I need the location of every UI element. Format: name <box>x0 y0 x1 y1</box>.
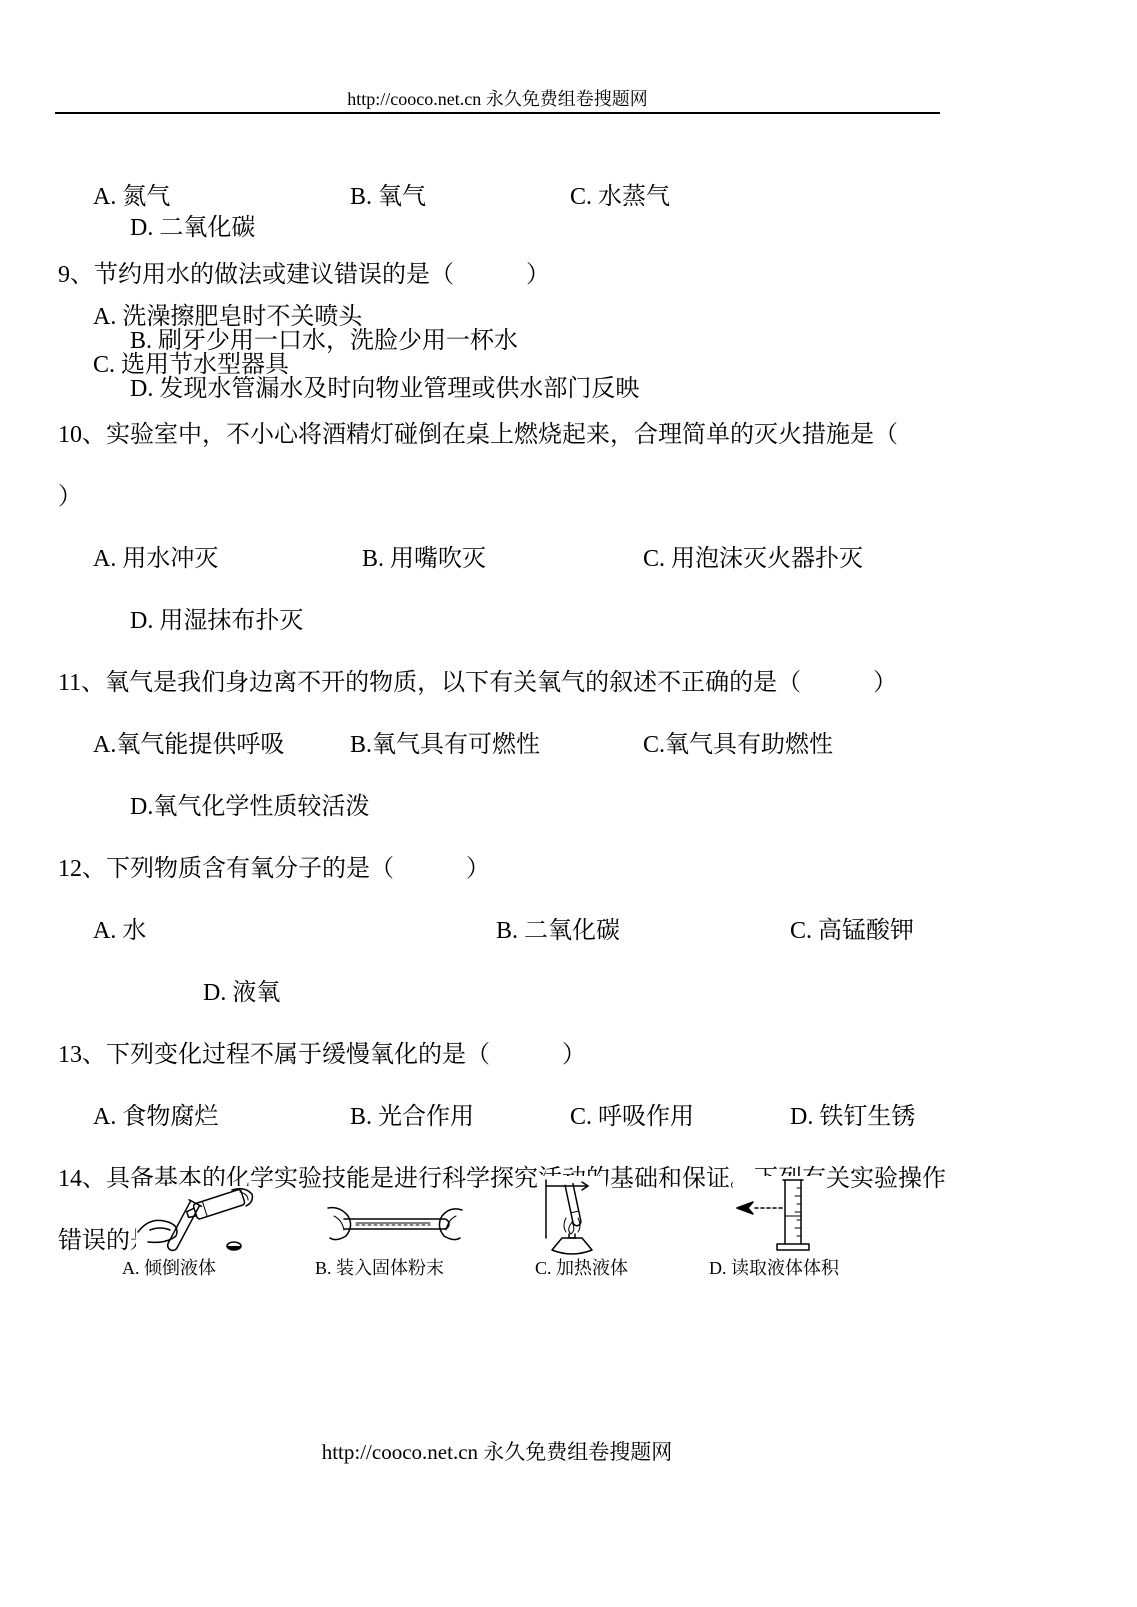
q13-option-d: D. 铁钉生锈 <box>790 1104 916 1130</box>
q13-stem: 13、下列变化过程不属于缓慢氧化的是（ ） <box>58 1042 586 1068</box>
q12-option-c: C. 高锰酸钾 <box>790 918 915 944</box>
reading-volume-figure <box>733 1176 823 1258</box>
q14-stem-continued: 错误的是 <box>58 1228 154 1254</box>
q12-stem: 12、下列物质含有氧分子的是（ ） <box>58 856 490 882</box>
q9-option-a: A. 洗澡擦肥皂时不关喷头 <box>93 304 363 330</box>
q10-option-b: B. 用嘴吹灭 <box>362 546 487 572</box>
q9-option-b: B. 刷牙少用一口水，洗脸少用一杯水 <box>130 328 519 354</box>
q14-stem: 14、具备基本的化学实验技能是进行科学探究活动的基础和保证。下列有关实验操作 <box>58 1166 946 1192</box>
page-header: http://cooco.net.cn 永久免费组卷搜题网 <box>347 89 648 109</box>
q12-option-b: B. 二氧化碳 <box>496 918 621 944</box>
q11-stem: 11、氧气是我们身边离不开的物质，以下有关氧气的叙述不正确的是（ ） <box>58 670 898 696</box>
q10-option-d: D. 用湿抹布扑灭 <box>130 608 304 634</box>
q12-option-a: A. 水 <box>93 918 147 944</box>
q9-option-c: C. 选用节水型器具 <box>93 352 290 378</box>
q13-option-b: B. 光合作用 <box>350 1104 475 1130</box>
q9-option-d: D. 发现水管漏水及时向物业管理或供水部门反映 <box>130 376 640 402</box>
q10-stem-continued: ） <box>58 484 82 510</box>
q11-option-d: D.氧气化学性质较活泼 <box>130 794 370 820</box>
q9-stem: 9、节约用水的做法或建议错误的是（ ） <box>58 262 550 288</box>
q10-option-a: A. 用水冲灭 <box>93 546 219 572</box>
q11-option-a: A.氧气能提供呼吸 <box>93 732 285 758</box>
q12-option-d: D. 液氧 <box>203 980 281 1006</box>
loading-powder-figure <box>326 1202 464 1248</box>
heating-liquid-figure <box>538 1176 606 1258</box>
figure-caption-d: D. 读取液体体积 <box>709 1258 839 1278</box>
q8-option-a: A. 氮气 <box>93 184 171 210</box>
q10-option-c: C. 用泡沫灭火器扑灭 <box>643 546 864 572</box>
figure-caption-c: C. 加热液体 <box>535 1258 629 1278</box>
q10-stem: 10、实验室中，不小心将酒精灯碰倒在桌上燃烧起来，合理简单的灭火措施是（ <box>58 422 898 448</box>
figure-caption-b: B. 装入固体粉末 <box>315 1258 445 1278</box>
q11-option-c: C.氧气具有助燃性 <box>643 732 834 758</box>
q13-option-a: A. 食物腐烂 <box>93 1104 219 1130</box>
q8-option-d: D. 二氧化碳 <box>130 215 256 241</box>
figure-caption-a: A. 倾倒液体 <box>122 1258 216 1278</box>
page-footer: http://cooco.net.cn 永久免费组卷搜题网 <box>321 1440 673 1464</box>
q8-option-b: B. 氧气 <box>350 184 427 210</box>
pouring-liquid-figure <box>136 1186 258 1256</box>
q13-option-c: C. 呼吸作用 <box>570 1104 695 1130</box>
q8-option-c: C. 水蒸气 <box>570 184 671 210</box>
q11-option-b: B.氧气具有可燃性 <box>350 732 541 758</box>
header-divider <box>55 112 940 114</box>
